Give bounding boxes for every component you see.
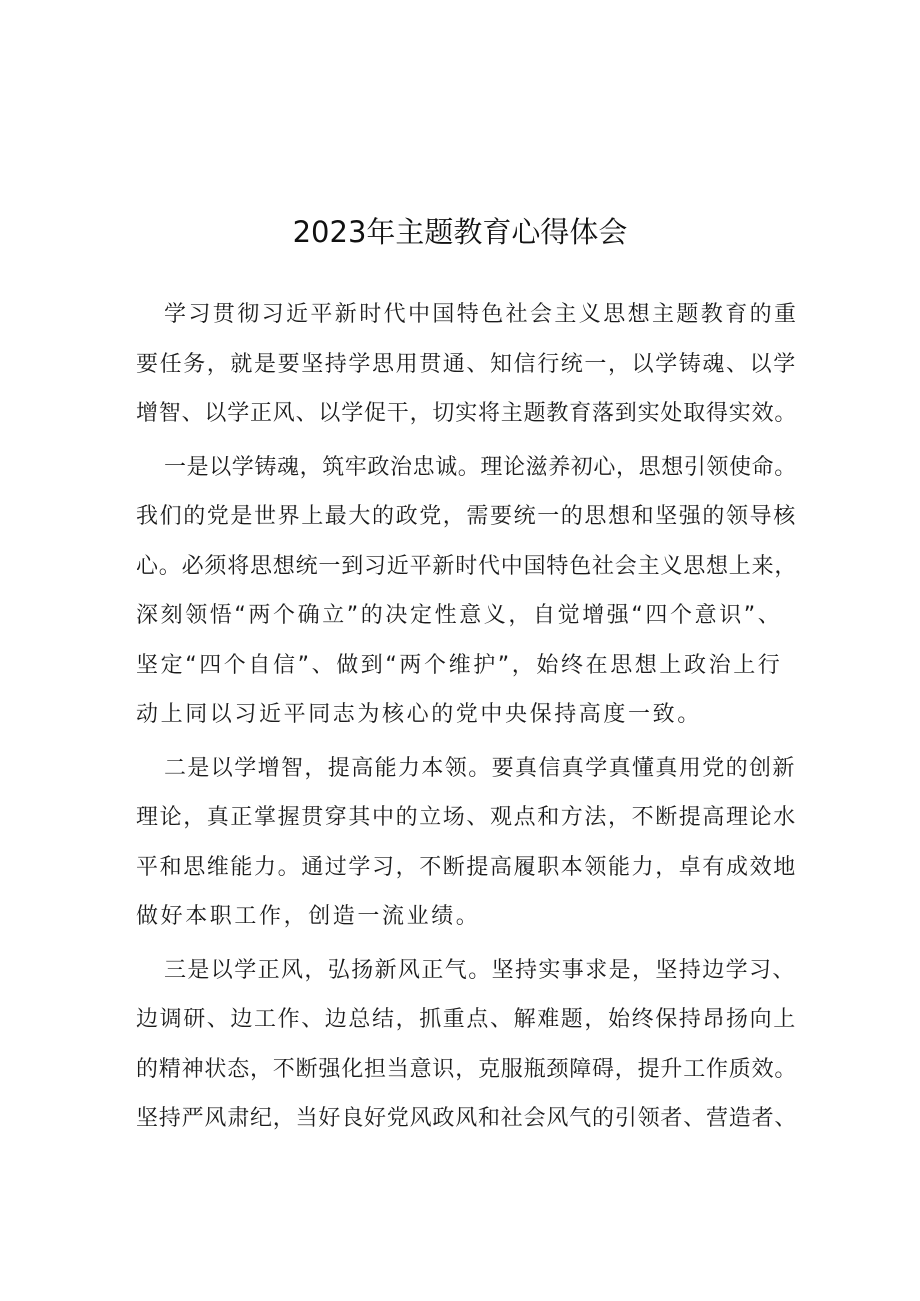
text-line: 二是以学增智，提高能力本领。要真信真学真懂真用党的创新 [164, 755, 796, 781]
document-title: 2023年主题教育心得体会 [292, 215, 628, 249]
text-line: 动上同以习近平同志为核心的党中央保持高度一致。 [136, 702, 702, 727]
text-line: 的精神状态，不断强化担当意识，克服瓶颈障碍，提升工作质效。 [136, 1056, 798, 1082]
text-line: 边调研、边工作、边总结，抓重点、解难题，始终保持昂扬向上 [136, 1007, 797, 1032]
text-line: 学习贯彻习近平新时代中国特色社会主义思想主题教育的重 [164, 302, 799, 327]
text-line: 增智、以学正风、以学促干，切实将主题教育落到实处取得实效。 [136, 401, 798, 426]
paragraph-3 [136, 744, 798, 942]
text-line: 我们的党是世界上最大的政党，需要统一的思想和坚强的领导核 [136, 504, 797, 529]
text-line: 做好本职工作，创造一流业绩。 [136, 904, 481, 929]
document-body [136, 290, 798, 1148]
text-line: 坚定“四个自信”、做到“两个维护”，始终在思想上政治上行 [136, 652, 783, 678]
paragraph-4 [136, 946, 798, 1144]
text-line: 坚持严风肃纪，当好良好党风政风和社会风气的引领者、营造者、 [136, 1106, 798, 1131]
paragraph-2 [136, 443, 798, 740]
text-line: 理论，真正掌握贯穿其中的立场、观点和方法，不断提高理论水 [136, 805, 797, 830]
text-line: 一是以学铸魂，筑牢政治忠诚。理论滋养初心，思想引领使命。 [164, 454, 797, 480]
text-line: 平和思维能力。通过学习，不断提高履职本领能力，卓有成效地 [136, 854, 797, 880]
text-line: 心。必须将思想统一到习近平新时代中国特色社会主义思想上来， [136, 553, 798, 579]
text-line: 要任务，就是要坚持学思用贯通、知信行统一，以学铸魂、以学 [136, 351, 797, 377]
text-line: 深刻领悟“两个确立”的决定性意义，自觉增强“四个意识”、 [136, 603, 783, 628]
paragraph-1 [136, 290, 798, 439]
text-line: 三是以学正风，弘扬新风正气。坚持实事求是，坚持边学习、 [164, 957, 796, 983]
